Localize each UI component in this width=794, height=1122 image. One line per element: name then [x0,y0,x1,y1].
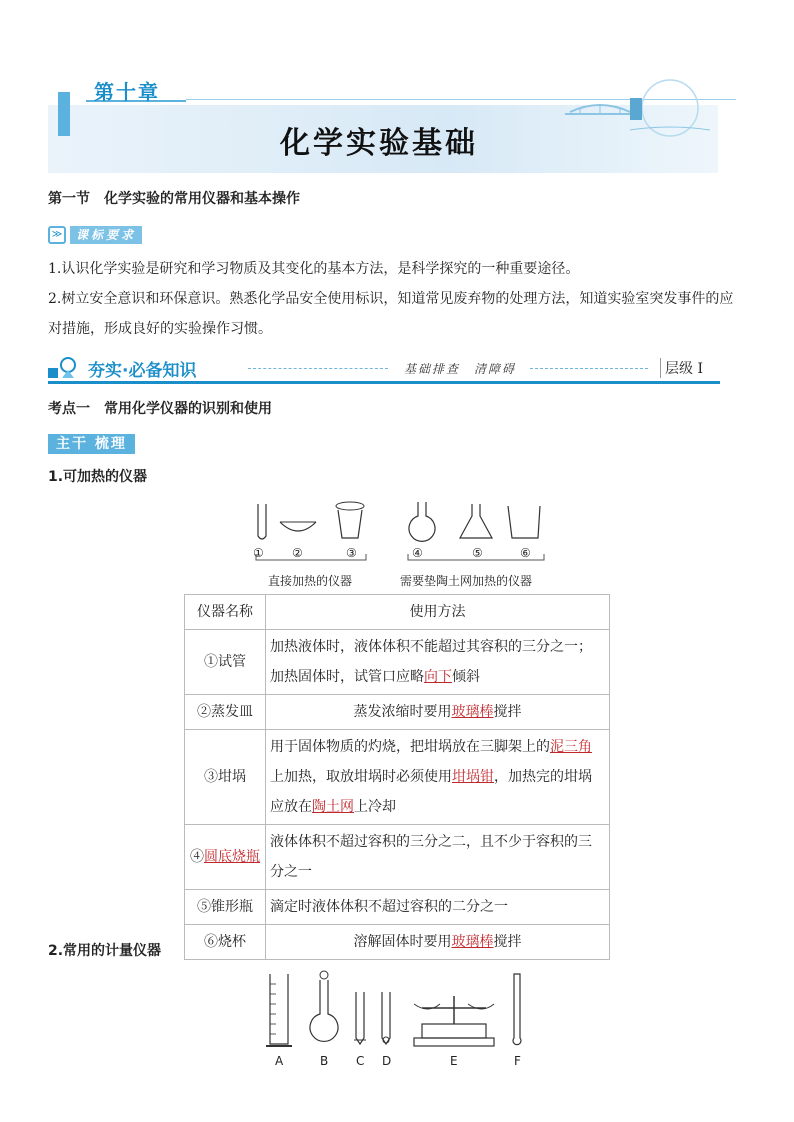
section-title: 第一节 化学实验的常用仪器和基本操作 [48,191,300,207]
table-header-row [185,595,610,630]
instrument-number: ② [292,546,303,560]
usage-text: 溶解固体时要用 [353,934,452,950]
usage-text: 倾斜 [452,669,480,685]
instrument-number: ⑥ [520,546,531,560]
usage-answer: 玻璃棒 [451,934,494,950]
heated-instruments-title: 1.可加热的仪器 [48,469,148,485]
instrument-name: ①试管 [185,630,266,695]
requirements-badge: 课标要求 [70,226,142,244]
instrument-name [185,825,266,890]
keypoint-badge: 主干 梳理 [48,434,135,454]
instrument-name: ⑤锥形瓶 [185,890,266,925]
instrument-letter: C [356,1054,365,1068]
group-label-indirect: 需要垫陶土网加热的仪器 [400,574,533,588]
usage-answer: 陶土网 [312,799,354,815]
instrument-name: ③坩埚 [185,730,266,825]
table-row [185,695,610,730]
usage-cell [266,695,610,730]
usage-text: 上冷却 [354,799,396,815]
instrument-letter: F [514,1054,521,1068]
instrument-number: ④ [412,546,423,560]
usage-answer: 圆底烧瓶 [204,849,260,865]
decorative-bridge-illustration [560,78,720,138]
instrument-letter: D [382,1054,392,1068]
level-indicator: 层级 Ⅰ [660,358,703,378]
level-rule [48,381,720,384]
level-title: 夯实·必备知识 [88,361,197,381]
level-subtitle: 基础排查 清障碍 [404,362,517,376]
usage-answer: 泥三角 [550,739,592,755]
table-header: 仪器名称 [185,595,266,630]
usage-cell [266,730,610,825]
instrument-number: ① [253,546,264,560]
keypoint-title: 考点一 常用化学仪器的识别和使用 [48,401,272,417]
chevron-down-icon: ≫ [48,226,66,244]
instrument-number: ③ [346,546,357,560]
instrument-name: ②蒸发皿 [185,695,266,730]
usage-text: 蒸发浓缩时要用 [353,704,452,720]
requirement-item-1: 1.认识化学实验是研究和学习物质及其变化的基本方法，是科学探究的一种重要途径。 [48,261,580,277]
usage-cell: 滴定时液体体积不超过容积的二分之一 [266,890,610,925]
requirement-item-2: 2.树立安全意识和环保意识。熟悉化学品安全使用标识，知道常见废弃物的处理方法，知道实验室突发事件的应对措施，形成良好的实验操作习惯。 [48,291,734,337]
table-row [185,825,610,890]
measuring-instruments-title: 2.常用的计量仪器 [48,943,162,959]
instrument-number: ⑤ [472,546,483,560]
instrument-usage-table [184,594,610,960]
measuring-instruments-figure [262,968,532,1068]
level-dash-right [530,368,648,369]
usage-text: 上加热，取放坩埚时必须使用 [270,769,452,785]
usage-answer: 坩埚钳 [452,769,494,785]
page-title: 化学实验基础 [280,126,478,161]
table-row [185,925,610,960]
chapter-label: 第十章 [94,80,160,104]
usage-text: 用于固体物质的灼烧，把坩埚放在三脚架上的 [270,739,550,755]
usage-cell: 液体体积不超过容积的三分之二，且不少于容积的三分之一 [266,825,610,890]
banner-accent-bar [58,92,70,136]
instrument-letter: E [450,1054,458,1068]
table-header: 使用方法 [266,595,610,630]
instrument-number: ④ [190,849,204,865]
level-badge-icon [48,356,76,380]
usage-text: 加热液体时，液体体积不能超过其容积的三分之一；加热固体时，试管口应略 [270,639,592,685]
instrument-letter: A [275,1054,284,1068]
usage-text: 搅拌 [493,704,522,720]
table-row [185,630,610,695]
instrument-letter: B [320,1054,329,1068]
instrument-name: ⑥烧杯 [185,925,266,960]
usage-answer: 玻璃棒 [451,704,494,720]
table-row [185,730,610,825]
usage-answer: 向下 [424,669,452,685]
usage-text: ，加热完的坩埚应放在 [270,769,592,815]
usage-cell [266,630,610,695]
usage-cell [266,925,610,960]
usage-text: 搅拌 [493,934,522,950]
level-dash-left [248,368,388,369]
group-label-direct: 直接加热的仪器 [268,574,353,588]
table-row [185,890,610,925]
